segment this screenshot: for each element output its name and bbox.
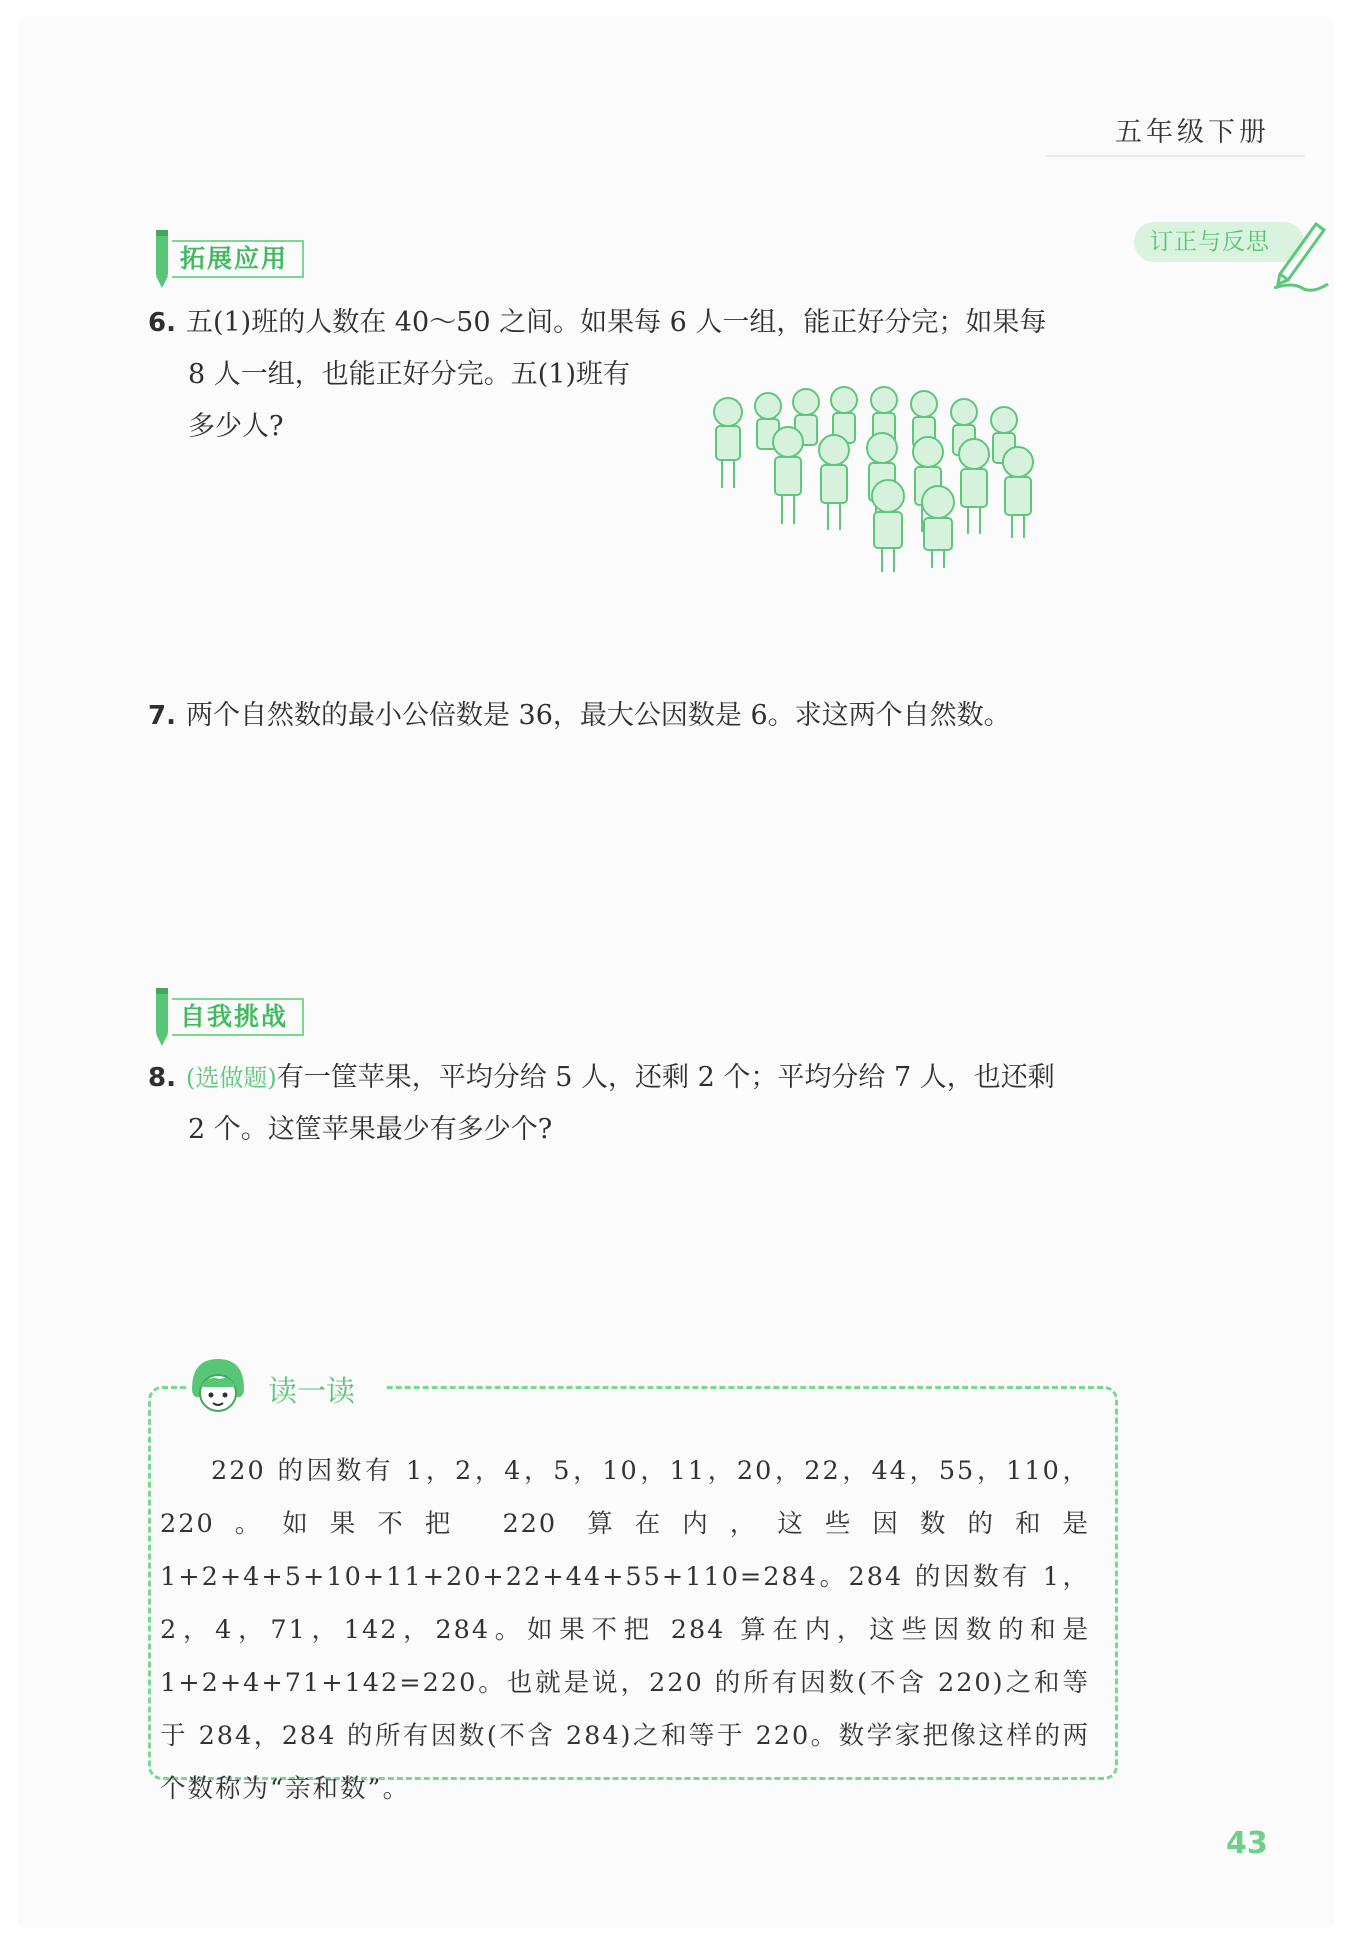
- page-number: 43: [1226, 1826, 1268, 1861]
- question-7-line1: 两个自然数的最小公倍数是 36，最大公因数是 6。求这两个自然数。: [185, 700, 1011, 731]
- reading-text: [160, 1445, 1090, 1816]
- review-tag: 订正与反思: [1134, 222, 1304, 262]
- grade-title: 五年级下册: [1115, 117, 1270, 148]
- optional-tag: (选做题): [185, 1064, 277, 1092]
- question-7-number: 7.: [148, 701, 176, 731]
- question-6-line2: 8 人一组，也能正好分完。五(1)班有: [188, 359, 631, 390]
- students-illustration: [688, 378, 1068, 574]
- reading-title: 读一读: [268, 1374, 356, 1408]
- question-8: [148, 1052, 1108, 1156]
- header-rule: [1045, 155, 1305, 157]
- question-7: [148, 690, 1108, 742]
- question-8-line2: 2 个。这筐苹果最少有多少个?: [188, 1114, 553, 1145]
- pen-icon: [1272, 212, 1332, 292]
- reading-header: [186, 1355, 386, 1425]
- question-6-number: 6.: [148, 308, 176, 338]
- question-8-number: 8.: [148, 1063, 176, 1093]
- section-extend-label: 拓展应用: [172, 240, 304, 278]
- girl-face-icon: [186, 1355, 250, 1419]
- question-8-line1: 有一筐苹果，平均分给 5 人，还剩 2 个；平均分给 7 人，也还剩: [276, 1062, 1055, 1093]
- section-challenge-label: 自我挑战: [172, 998, 304, 1036]
- question-6-line1: 五(1)班的人数在 40～50 之间。如果每 6 人一组，能正好分完；如果每: [185, 307, 1047, 338]
- reading-paragraph: 220 的因数有 1，2，4，5，10，11，20，22，44，55，110，220。如果不把 220 算在内，这些因数的和是 1+2+4+5+10+11+20+22+44+55+110=284。284 的因数有 1，2，4，71，142，284。如果不把 284 算在内，这些因数的和是 1+2+4+71+142=220。也就是说，220 的所有因数(不含 220)之和等于 284，284 的所有因数(不含 284)之和等于 220。数学家把像这样的两个数称为“亲和数”。: [160, 1456, 1090, 1804]
- question-6-line3: 多少人?: [188, 411, 284, 442]
